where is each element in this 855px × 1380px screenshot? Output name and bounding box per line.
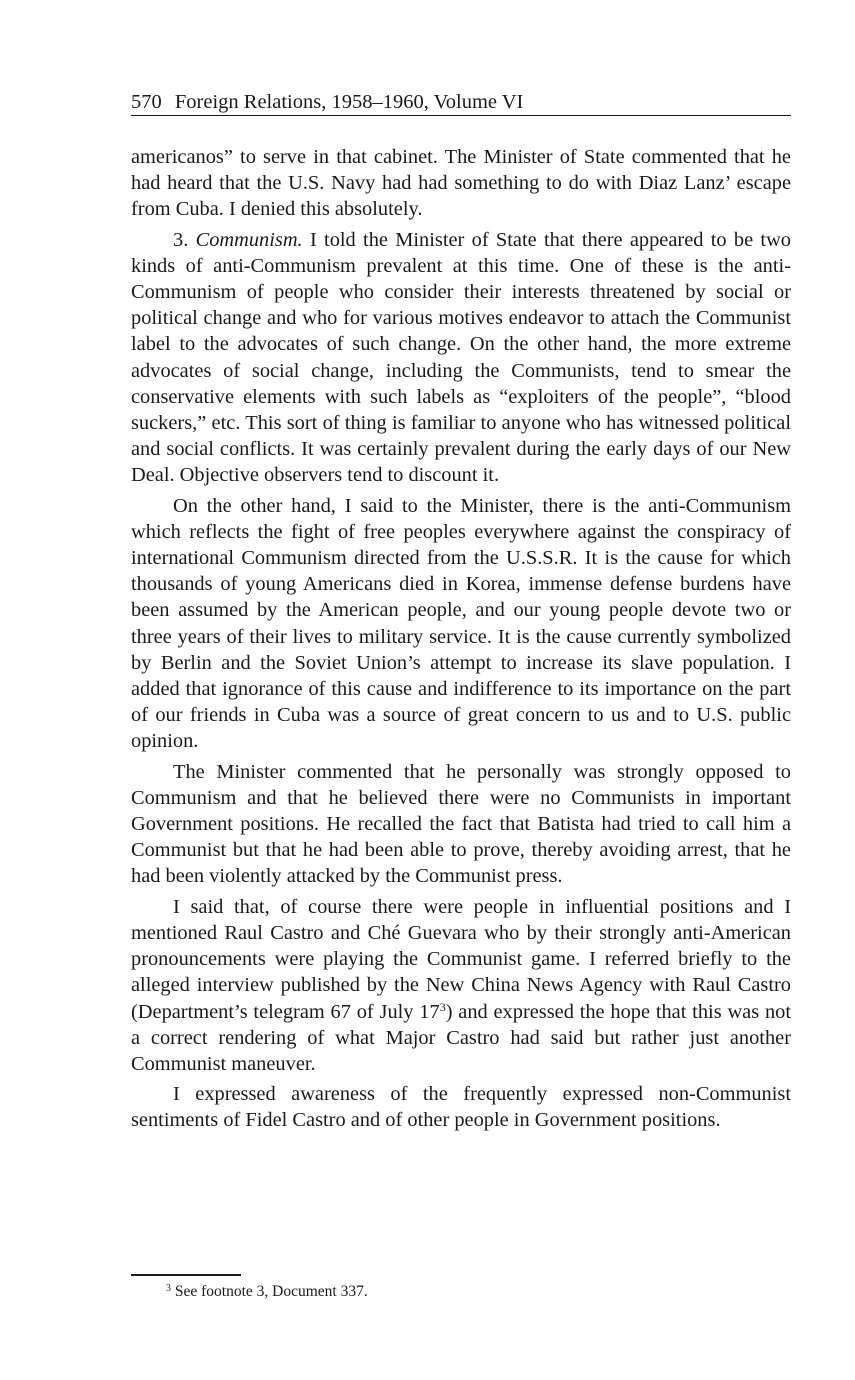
footnote-text: See footnote 3, Document 337.	[174, 1283, 368, 1300]
section-number: 3.	[173, 228, 189, 251]
paragraph: The Minister commented that he personally was strongly opposed to Communism and that he believed there were no Communists in important Government positions. He recalled the fact that Batista had tried to call him a Communist but that he had been able to prove, thereby avoiding arrest, that he had been violently attacked by the Communist press.	[131, 760, 791, 888]
section-heading: Communism.	[195, 228, 303, 251]
paragraph: I expressed awareness of the frequently expressed non-Communist sentiments of Fidel Castro and of other people in Government positions.	[131, 1083, 791, 1132]
page-number: 570	[131, 91, 162, 113]
running-header	[131, 89, 791, 116]
paragraph: I said that, of course there were people in influential positions and I mentioned Raul Castro and Ché Guevara who by their strongly anti-American pronouncements were playing the Communist game. I referred briefly to the alleged interview published by the New China News Agency with Raul Castro (Department’s telegram 67 of July $17^3$) and expressed the hope that this was not a correct rendering of what Major Castro had said but rather just another Communist maneuver.	[131, 895, 791, 1075]
footnote	[166, 1282, 368, 1302]
paragraph-communism: 3. Communism. I told the Minister of State that there appeared to be two kinds of anti-Communism prevalent at this time. One of these is the anti-Communism of people who consider their interests threatened by social or political change and who for various motives endeavor to attach the Communist label to the advocates of such change. On the other hand, the more extreme advocates of social change, including the Communists, tend to smear the conservative elements with such labels as “exploiters of the people”, “blood suckers,” etc. This sort of thing is familiar to anyone who has witnessed political and social conflicts. It was certainly prevalent during the early days of our New Deal. Objective observers tend to discount it.	[131, 228, 791, 487]
body-text	[131, 144, 791, 1138]
footnote-reference[interactable]: 3	[439, 999, 446, 1014]
volume-title: Foreign Relations, 1958–1960, Volume VI	[174, 91, 524, 113]
paragraph: On the other hand, I said to the Minister, there is the anti-Communism which reflects the fight of free peoples everywhere against the conspiracy of international Communism directed from the U.S.S.R. It is the cause for which thousands of young Americans died in Korea, immense defense burdens have been assumed by the American people, and our young people devote two or three years of their lives to military service. It is the cause currently symbolized by Berlin and the Soviet Union’s attempt to increase its slave population. I added that ignorance of this cause and indifference to its importance on the part of our friends in Cuba was a source of great concern to us and to U.S. public opinion.	[131, 494, 791, 753]
paragraph: americanos” to serve in that cabinet. The Minister of State commented that he had heard that the U.S. Navy had had something to do with Diaz Lanz’ escape from Cuba. I denied this absolutely.	[131, 146, 791, 221]
footnote-number: 3	[166, 1283, 171, 1294]
footnote-divider	[131, 1274, 241, 1276]
